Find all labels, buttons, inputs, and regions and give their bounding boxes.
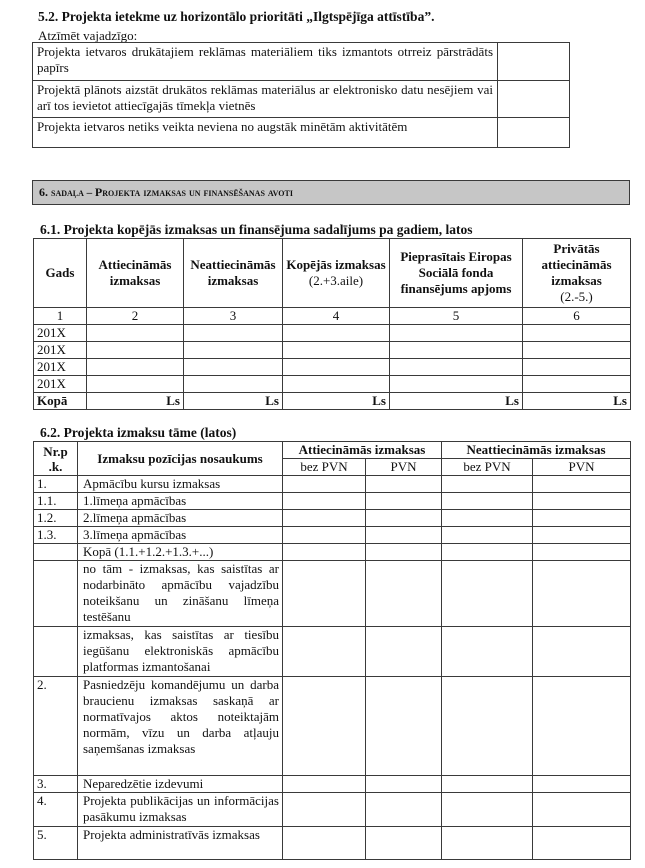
table-row (34, 325, 631, 342)
value-cell[interactable] (366, 793, 442, 827)
value-cell[interactable] (184, 342, 283, 359)
col-number: 5 (390, 308, 523, 325)
value-cell[interactable] (283, 561, 366, 627)
col-header-ineligible-vat: PVN (533, 459, 631, 476)
row-name: 3.līmeņa apmācības (78, 527, 283, 544)
value-cell[interactable] (442, 793, 533, 827)
column-number-row (34, 308, 631, 325)
table-header-row (34, 442, 631, 459)
value-cell[interactable] (283, 359, 390, 376)
row-name: no tām - izmaksas, kas saistītas ar nodarbināto apmācību vajadzību noteikšanu un zināšanu līmeņa testēšanu (78, 561, 283, 627)
value-cell[interactable] (87, 359, 184, 376)
row-name: 2.līmeņa apmācības (78, 510, 283, 527)
table-row (34, 493, 631, 510)
value-cell[interactable] (366, 776, 442, 793)
value-cell[interactable] (533, 561, 631, 627)
row-number (34, 561, 78, 627)
value-cell[interactable] (442, 527, 533, 544)
row-number: 4. (34, 793, 78, 827)
value-cell[interactable] (283, 342, 390, 359)
option-checkbox-cell[interactable] (498, 118, 570, 148)
total-cell[interactable]: Ls (390, 393, 523, 410)
sustainability-options-table (32, 42, 570, 148)
row-number: 1.3. (34, 527, 78, 544)
row-number (34, 627, 78, 677)
value-cell[interactable] (533, 793, 631, 827)
col-header-eligible-excl-vat: bez PVN (283, 459, 366, 476)
value-cell[interactable] (366, 510, 442, 527)
value-cell[interactable] (390, 376, 523, 393)
costs-by-year-table (33, 238, 631, 410)
value-cell[interactable] (523, 359, 631, 376)
value-cell[interactable] (283, 544, 366, 561)
value-cell[interactable] (366, 527, 442, 544)
row-name: izmaksas, kas saistītas ar tiesību iegūšanu elektroniskās apmācību platformas izmantošanai (78, 627, 283, 677)
table-row (34, 527, 631, 544)
table-row (34, 342, 631, 359)
value-cell[interactable] (366, 561, 442, 627)
row-name: Apmācību kursu izmaksas (78, 476, 283, 493)
table-row (34, 827, 631, 860)
value-cell[interactable] (87, 376, 184, 393)
year-cell: 201X (34, 376, 87, 393)
table-row (34, 561, 631, 627)
value-cell[interactable] (283, 827, 366, 860)
option-row (33, 81, 570, 118)
col-header-eligible: Attiecināmās izmaksas (87, 239, 184, 308)
col-number: 6 (523, 308, 631, 325)
col-header-private-eligible: Privātās attiecināmās izmaksas (2.-5.) (523, 239, 631, 308)
row-name: 1.līmeņa apmācības (78, 493, 283, 510)
year-cell: 201X (34, 342, 87, 359)
col-number: 3 (184, 308, 283, 325)
cost-estimate-table (33, 441, 631, 860)
col-number: 4 (283, 308, 390, 325)
value-cell[interactable] (87, 325, 184, 342)
section-5-2-instruction: Atzīmēt vajadzīgo: (38, 28, 138, 43)
option-text: Projekta ietvaros netiks veikta neviena no augstāk minētām aktivitātēm (33, 118, 498, 148)
option-checkbox-cell[interactable] (498, 81, 570, 118)
row-number: 1.2. (34, 510, 78, 527)
value-cell[interactable] (533, 544, 631, 561)
value-cell[interactable] (533, 677, 631, 776)
value-cell[interactable] (533, 476, 631, 493)
col-header-eligible-vat: PVN (366, 459, 442, 476)
section-6-header (32, 180, 630, 205)
value-cell[interactable] (184, 325, 283, 342)
value-cell[interactable] (390, 359, 523, 376)
row-number: 1.1. (34, 493, 78, 510)
total-cell[interactable]: Ls (283, 393, 390, 410)
total-cell[interactable]: Ls (87, 393, 184, 410)
row-name: Projekta administratīvās izmaksas (78, 827, 283, 860)
row-name: Kopā (1.1.+1.2.+1.3.+...) (78, 544, 283, 561)
value-cell[interactable] (442, 493, 533, 510)
value-cell[interactable] (533, 510, 631, 527)
value-cell[interactable] (366, 627, 442, 677)
option-row (33, 43, 570, 81)
subtotal-row (34, 544, 631, 561)
col-group-eligible: Attiecināmās izmaksas (283, 442, 442, 459)
total-label: Kopā (34, 393, 87, 410)
table-row (34, 376, 631, 393)
col-header-ineligible-excl-vat: bez PVN (442, 459, 533, 476)
value-cell[interactable] (366, 544, 442, 561)
section-6-number: 6. (39, 185, 51, 199)
table-header-row (34, 239, 631, 308)
value-cell[interactable] (283, 627, 366, 677)
value-cell[interactable] (87, 342, 184, 359)
total-cell[interactable]: Ls (523, 393, 631, 410)
year-cell: 201X (34, 359, 87, 376)
value-cell[interactable] (533, 776, 631, 793)
value-cell[interactable] (184, 359, 283, 376)
value-cell[interactable] (442, 476, 533, 493)
table-row (34, 359, 631, 376)
value-cell[interactable] (442, 827, 533, 860)
value-cell[interactable] (283, 376, 390, 393)
value-cell[interactable] (442, 544, 533, 561)
row-number (34, 544, 78, 561)
col-header-name: Izmaksu pozīcijas nosaukums (78, 442, 283, 476)
value-cell[interactable] (533, 627, 631, 677)
value-cell[interactable] (523, 325, 631, 342)
row-number: 2. (34, 677, 78, 776)
option-checkbox-cell[interactable] (498, 43, 570, 81)
value-cell[interactable] (533, 527, 631, 544)
row-number: 5. (34, 827, 78, 860)
value-cell[interactable] (442, 677, 533, 776)
value-cell[interactable] (366, 476, 442, 493)
value-cell[interactable] (366, 677, 442, 776)
year-cell: 201X (34, 325, 87, 342)
table-6-1-heading: 6.1. Projekta kopējās izmaksas un finansējuma sadalījums pa gadiem, latos (40, 222, 473, 237)
value-cell[interactable] (533, 827, 631, 860)
value-cell[interactable] (184, 376, 283, 393)
option-text: Projekta ietvaros drukātajiem reklāmas materiāliem tiks izmantots otrreiz pārstrādāts papīrs (33, 43, 498, 81)
value-cell[interactable] (283, 510, 366, 527)
section-5-2-heading: 5.2. Projekta ietekme uz horizontālo prioritāti „Ilgtspējīga attīstība”. (38, 9, 435, 24)
value-cell[interactable] (523, 342, 631, 359)
col-header-total: Kopējās izmaksas (2.+3.aile) (283, 239, 390, 308)
value-cell[interactable] (283, 793, 366, 827)
col-header-ineligible: Neattiecināmās izmaksas (184, 239, 283, 308)
value-cell[interactable] (366, 827, 442, 860)
value-cell[interactable] (523, 376, 631, 393)
row-number: 3. (34, 776, 78, 793)
value-cell[interactable] (442, 627, 533, 677)
value-cell[interactable] (283, 527, 366, 544)
col-number: 1 (34, 308, 87, 325)
total-cell[interactable]: Ls (184, 393, 283, 410)
row-name: Pasniedzēju komandējumu un darba braucienu izmaksas saskaņā ar normatīvajos aktos noteiktajām normām, vīzu un darba atļauju saņemšanas izmaksas (78, 677, 283, 776)
col-header-esf-funding: Pieprasītais Eiropas Sociālā fonda finansējums apjoms (390, 239, 523, 308)
option-row (33, 118, 570, 148)
option-text: Projektā plānots aizstāt drukātos reklāmas materiālus ar elektronisko datu nesējiem vai arī tos ievietot attiecīgajās tīmekļa vietnēs (33, 81, 498, 118)
col-number: 2 (87, 308, 184, 325)
value-cell[interactable] (283, 476, 366, 493)
table-row (34, 776, 631, 793)
value-cell[interactable] (442, 561, 533, 627)
value-cell[interactable] (283, 325, 390, 342)
value-cell[interactable] (442, 776, 533, 793)
value-cell[interactable] (366, 493, 442, 510)
value-cell[interactable] (390, 325, 523, 342)
section-6-title: Projekta izmaksas un finansēšanas avoti (94, 185, 293, 199)
col-header-year: Gads (34, 239, 87, 308)
col-header-nr: Nr.p .k. (34, 442, 78, 476)
value-cell[interactable] (442, 510, 533, 527)
section-6-label: sadaļa – (51, 187, 95, 199)
table-row (34, 476, 631, 493)
table-row (34, 627, 631, 677)
row-number: 1. (34, 476, 78, 493)
col-group-ineligible: Neattiecināmās izmaksas (442, 442, 631, 459)
row-name: Neparedzētie izdevumi (78, 776, 283, 793)
table-row (34, 510, 631, 527)
table-row (34, 677, 631, 776)
value-cell[interactable] (533, 493, 631, 510)
value-cell[interactable] (390, 342, 523, 359)
value-cell[interactable] (283, 776, 366, 793)
total-row (34, 393, 631, 410)
value-cell[interactable] (283, 677, 366, 776)
value-cell[interactable] (283, 493, 366, 510)
row-name: Projekta publikācijas un informācijas pasākumu izmaksas (78, 793, 283, 827)
table-6-2-heading: 6.2. Projekta izmaksu tāme (latos) (40, 425, 237, 440)
table-row (34, 793, 631, 827)
